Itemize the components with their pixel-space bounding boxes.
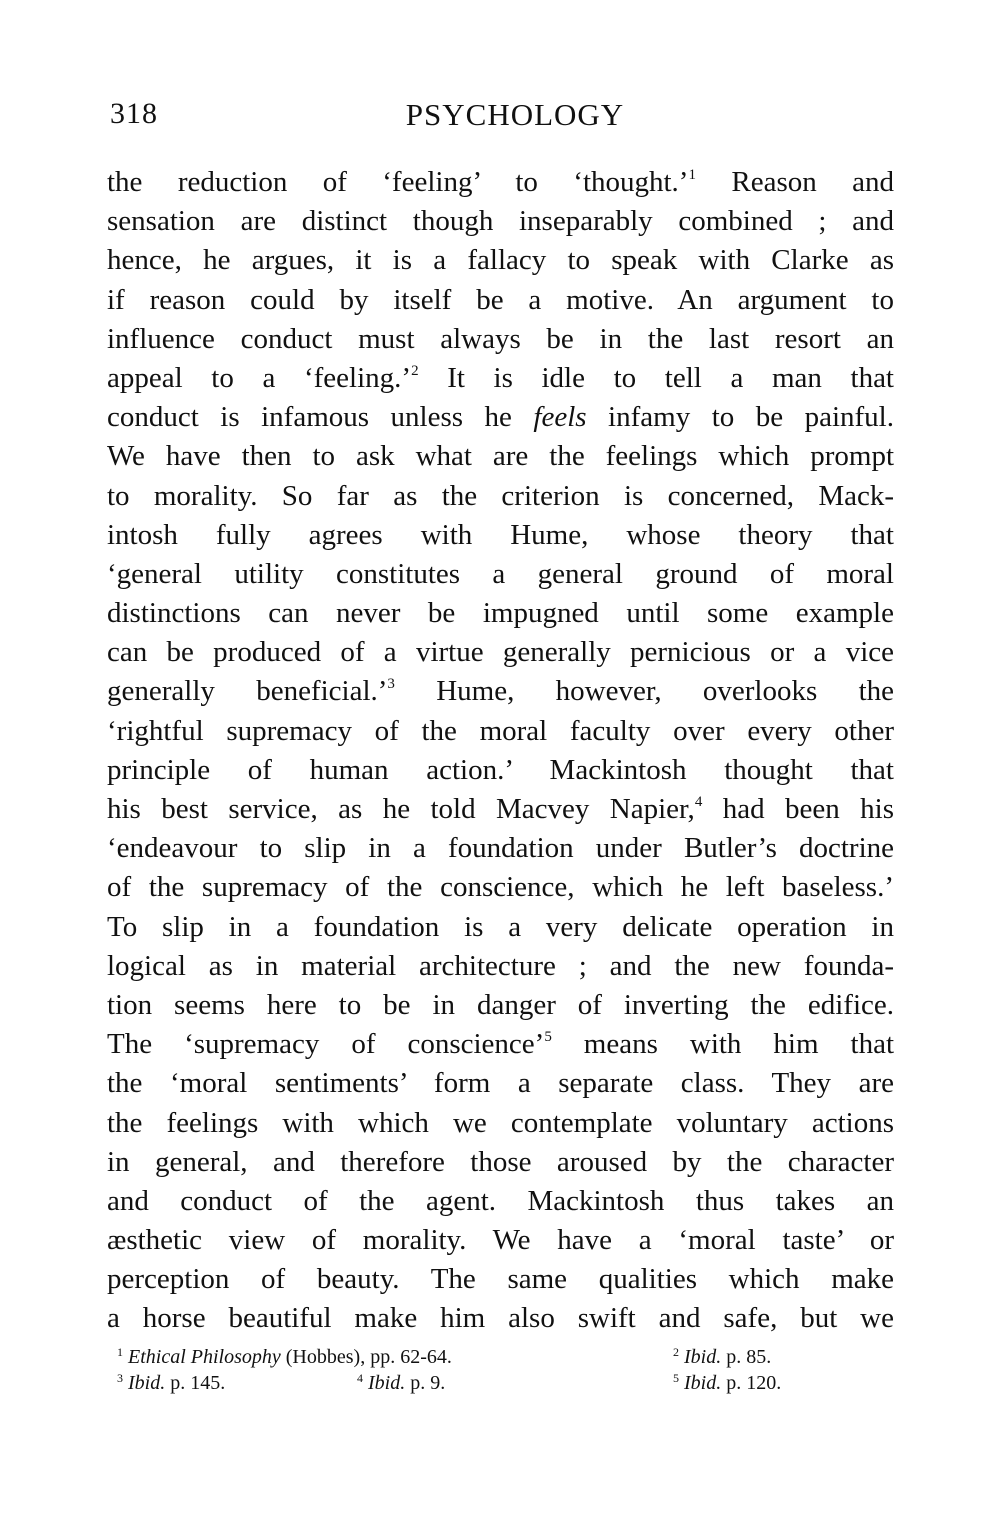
text-line [107, 1143, 894, 1182]
text-segment: the ‘moral sentiments’ form a separate class. They are [107, 1067, 894, 1100]
text-segment: principle of human action.’ Mackintosh thought that [107, 753, 894, 786]
text-segment: if reason could by itself be a motive. An argument to [107, 283, 894, 316]
body-text [107, 163, 894, 1339]
text-line [107, 751, 894, 790]
footnote-4: $^4$ Ibid. p. 9. [357, 1371, 446, 1394]
footnote-5: $^5$ Ibid. p. 120. [673, 1371, 782, 1394]
footnote-2: $^2$ Ibid. p. 85. [673, 1345, 772, 1368]
page-number: 318 [110, 97, 158, 130]
running-title: PSYCHOLOGY [405, 97, 625, 132]
text-line [107, 241, 894, 280]
text-segment: The ‘supremacy of conscience’ [107, 1028, 545, 1061]
text-line [107, 163, 894, 202]
text-segment: the reduction of ‘feeling’ to ‘thought.’ [107, 166, 689, 198]
footnote-ref: 2 [411, 362, 419, 379]
text-line [107, 516, 894, 555]
text-segment: in general, and therefore those aroused by the character [107, 1145, 894, 1178]
text-segment: Hume, however, overlooks the [394, 675, 895, 708]
text-line [107, 1064, 894, 1103]
text-line [107, 790, 894, 829]
text-line [107, 359, 894, 398]
text-segment: To slip in a foundation is a very delicate operation in [107, 910, 894, 943]
text-line [107, 555, 894, 594]
text-segment: had been his [702, 793, 894, 825]
text-segment: conduct is infamous unless he [107, 401, 534, 434]
text-line [107, 437, 894, 476]
text-line [107, 1104, 894, 1143]
text-line [107, 202, 894, 241]
text-line [107, 1221, 894, 1260]
text-segment: a horse beautiful make him also swift and safe, but we [107, 1302, 894, 1335]
text-segment: sensation are distinct though inseparably combined ; and [107, 205, 894, 238]
page-header [110, 97, 900, 141]
text-segment: appeal to a ‘feeling.’ [107, 361, 412, 394]
text-line [107, 986, 894, 1025]
text-segment: perception of beauty. The same qualities which make [107, 1263, 894, 1296]
text-line [107, 1299, 894, 1338]
text-line [107, 947, 894, 986]
text-segment: can be produced of a virtue generally pernicious or a vice [107, 636, 894, 669]
footnote-ref: 5 [544, 1029, 552, 1046]
text-segment: We have then to ask what are the feelings which prompt [107, 440, 894, 473]
text-segment: and conduct of the agent. Mackintosh thus takes an [107, 1184, 894, 1217]
text-segment: logical as in material architecture ; and the new founda- [107, 949, 894, 982]
text-line [107, 320, 894, 359]
text-line [107, 908, 894, 947]
footnote-ref: 1 [688, 167, 696, 183]
text-segment: means with him that [551, 1028, 894, 1061]
text-segment: ‘endeavour to slip in a foundation under Butler’s doctrine [107, 832, 894, 865]
emphasis-text: feels [533, 401, 587, 434]
text-line [107, 477, 894, 516]
text-segment: It is idle to tell a man that [418, 361, 894, 394]
footnote-row [117, 1346, 837, 1372]
text-line [107, 868, 894, 907]
text-line [107, 398, 894, 437]
footnotes [117, 1346, 837, 1398]
text-line [107, 672, 894, 711]
text-line [107, 1025, 894, 1064]
text-segment: æsthetic view of morality. We have a ‘moral taste’ or [107, 1224, 894, 1257]
footnote-1: $^1$ Ethical Philosophy (Hobbes), pp. 62-64. [117, 1345, 452, 1368]
text-segment: hence, he argues, it is a fallacy to speak with Clarke as [107, 244, 894, 277]
text-line [107, 712, 894, 751]
text-segment: infamy to be painful. [586, 401, 894, 434]
text-segment: intosh fully agrees with Hume, whose theory that [107, 518, 894, 551]
text-line [107, 1260, 894, 1299]
footnote-row [117, 1372, 837, 1398]
text-line [107, 633, 894, 672]
text-segment: distinctions can never be impugned until some example [107, 597, 894, 630]
text-segment: ‘rightful supremacy of the moral faculty over every other [107, 714, 894, 747]
footnote-ref: 3 [387, 676, 395, 693]
text-line [107, 594, 894, 633]
text-segment: tion seems here to be in danger of inverting the edifice. [107, 988, 894, 1021]
text-segment: his best service, as he told Macvey Napier, [107, 793, 695, 825]
text-segment: to morality. So far as the criterion is concerned, Mack- [107, 479, 894, 512]
text-line [107, 281, 894, 320]
text-line [107, 829, 894, 868]
text-segment: influence conduct must always be in the last resort an [107, 322, 894, 355]
text-line [107, 1182, 894, 1221]
text-segment: of the supremacy of the conscience, which he left baseless.’ [107, 871, 894, 904]
text-segment: generally beneficial.’ [107, 675, 388, 708]
text-segment: Reason and [695, 166, 894, 198]
text-segment: the feelings with which we contemplate voluntary actions [107, 1106, 894, 1139]
footnote-ref: 4 [694, 794, 703, 810]
footnote-3: $^3$ Ibid. p. 145. [117, 1371, 226, 1394]
text-segment: ‘general utility constitutes a general ground of moral [107, 557, 894, 590]
